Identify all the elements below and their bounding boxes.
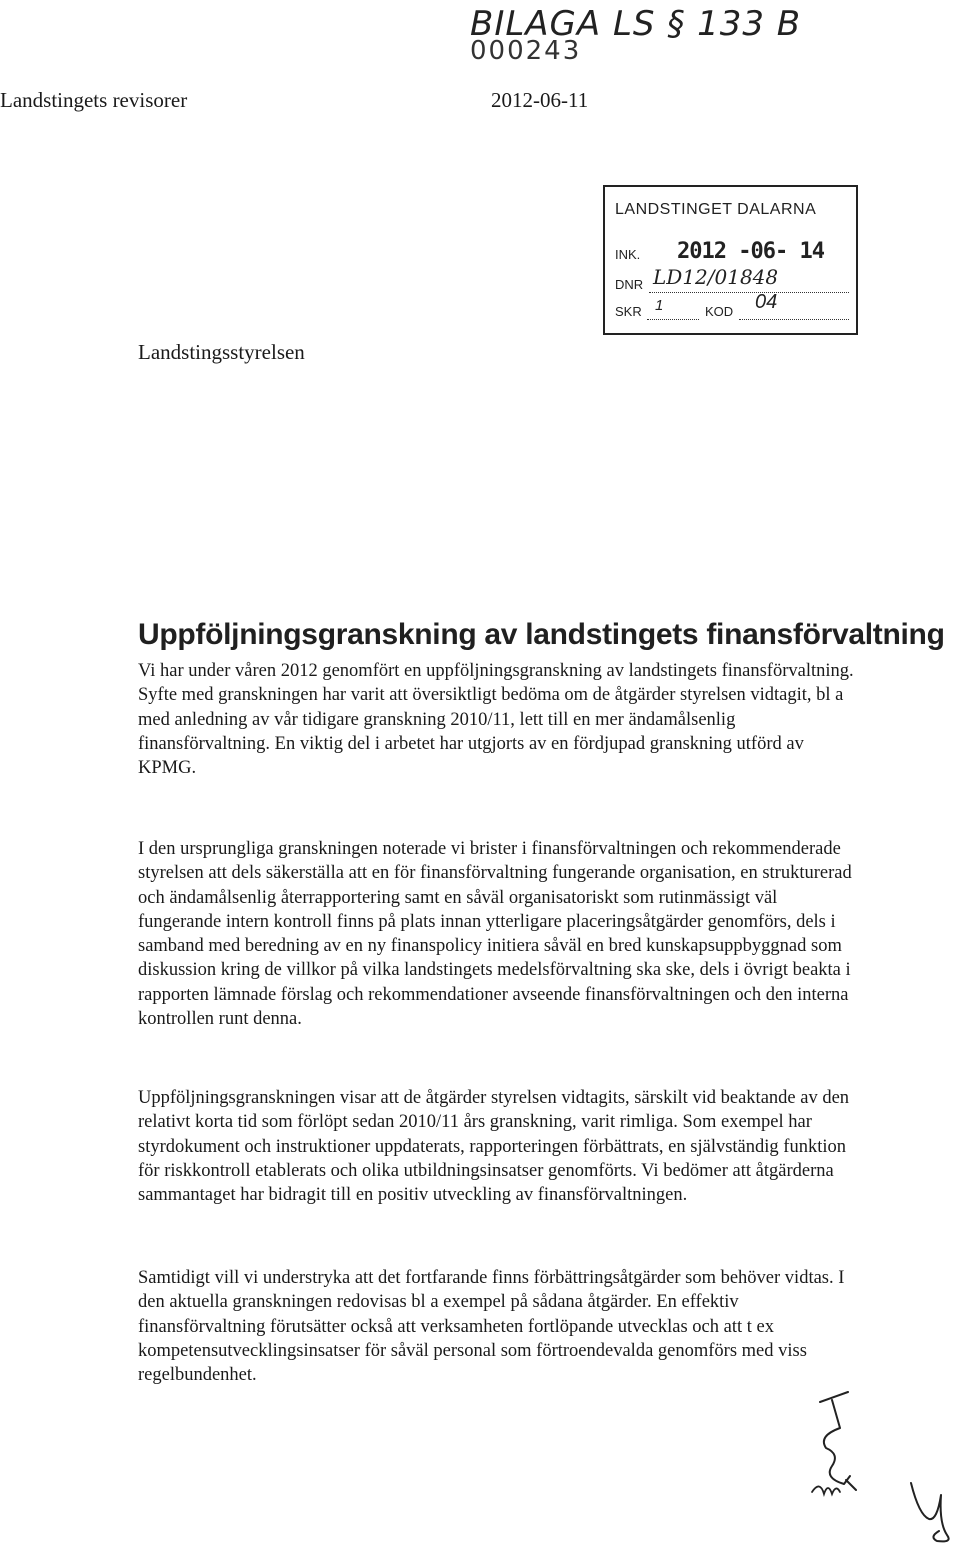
body-paragraph-3: Uppföljningsgranskningen visar att de åtgärder styrelsen vidtagits, särskilt vid beaktande av den relativt korta tid som förlöpt sedan 2010/11 års granskning, varit rimliga. Som exempel har styrdokument och instruktioner uppdaterats, rapporteringen förbättrats, en självständig funktion för riskkontroll etablerats och olika utbildningsinsatser genomförts. Vi bedömer att åtgärderna sammantaget har bidragit till en positiv utveckling av finansförvaltningen.	[138, 1088, 850, 1206]
stamp-skr-label: SKR	[615, 304, 642, 319]
stamp-kod-dotted-line	[739, 319, 849, 320]
document-number: 000243	[470, 36, 582, 66]
sender-label: Landstingets revisorer	[0, 88, 188, 112]
stamp-ink-label: INK.	[615, 247, 641, 262]
body-paragraph-1: Vi har under våren 2012 genomfört en uppföljningsgranskning av landstingets finansförvaltning. Syfte med granskningen har varit att översiktligt bedöma om de åtgärder styrelsen vidtagit, bl a med anledning av vår tidigare granskning 2010/11, lett till en mer ändamålsenlig finansförvaltning. En viktig del i arbetet har utgjorts av en fördjupad granskning utförd av KPMG.	[138, 661, 854, 779]
stamp-dnr-label: DNR	[615, 277, 644, 292]
stamp-ink-date: 2012 -06- 14	[677, 239, 824, 264]
handwritten-initials-signature	[810, 1390, 880, 1500]
body-paragraph-4: Samtidigt vill vi understryka att det fortfarande finns förbättringsåtgärder som behöver vidtas. I den aktuella granskningen redovisas bl a exempel på sådana åtgärder. En effektiv finansförvaltning förutsätter också att verksamheten fortlöpande utvecklas och att t ex kompetensutvecklingsinsatser för såväl personal som förtroendevalda genomförs med viss regelbundenhet.	[138, 1268, 845, 1386]
stamp-dnr-value: LD12/01848	[653, 265, 779, 289]
stamp-title: LANDSTINGET DALARNA	[615, 201, 817, 218]
document-title: Uppföljningsgranskning av landstingets finansförvaltning	[138, 618, 945, 651]
document-date: 2012-06-11	[491, 88, 589, 112]
received-stamp	[603, 185, 858, 335]
bilaga-handwritten-note: BILAGA LS § 133 B	[470, 4, 802, 44]
stamp-kod-label: KOD	[705, 304, 734, 319]
body-paragraph-2: I den ursprungliga granskningen noterade vi brister i finansförvaltningen och rekommenderade styrelsen att dels säkerställa att en för finansförvaltning fungerande organisation, en strukturerad och ändamålsenlig återrapportering samt en såväl organisatoriskt som rutinmässigt väl fungerande intern kontroll finns på plats innan ytterligare placeringsåtgärder genomförs, dels i samband med beredning av en ny finanspolicy initiera såväl en bred kunskapsuppbyggnad som diskussion kring de villkor på vilka landstingets medelsförvaltning ska ske, dels i övrigt beakta i rapporten lämnade förslag och rekommendationer avseende finansförvaltningen och den interna kontrollen runt denna.	[138, 839, 852, 1030]
stamp-dnr-dotted-line	[649, 292, 849, 293]
stamp-skr-dotted-line	[647, 319, 699, 320]
recipient-label: Landstingsstyrelsen	[138, 340, 305, 364]
stamp-kod-value: 04	[755, 291, 778, 313]
stamp-skr-value: 1	[655, 297, 664, 314]
handwritten-initials-corner	[907, 1475, 957, 1550]
